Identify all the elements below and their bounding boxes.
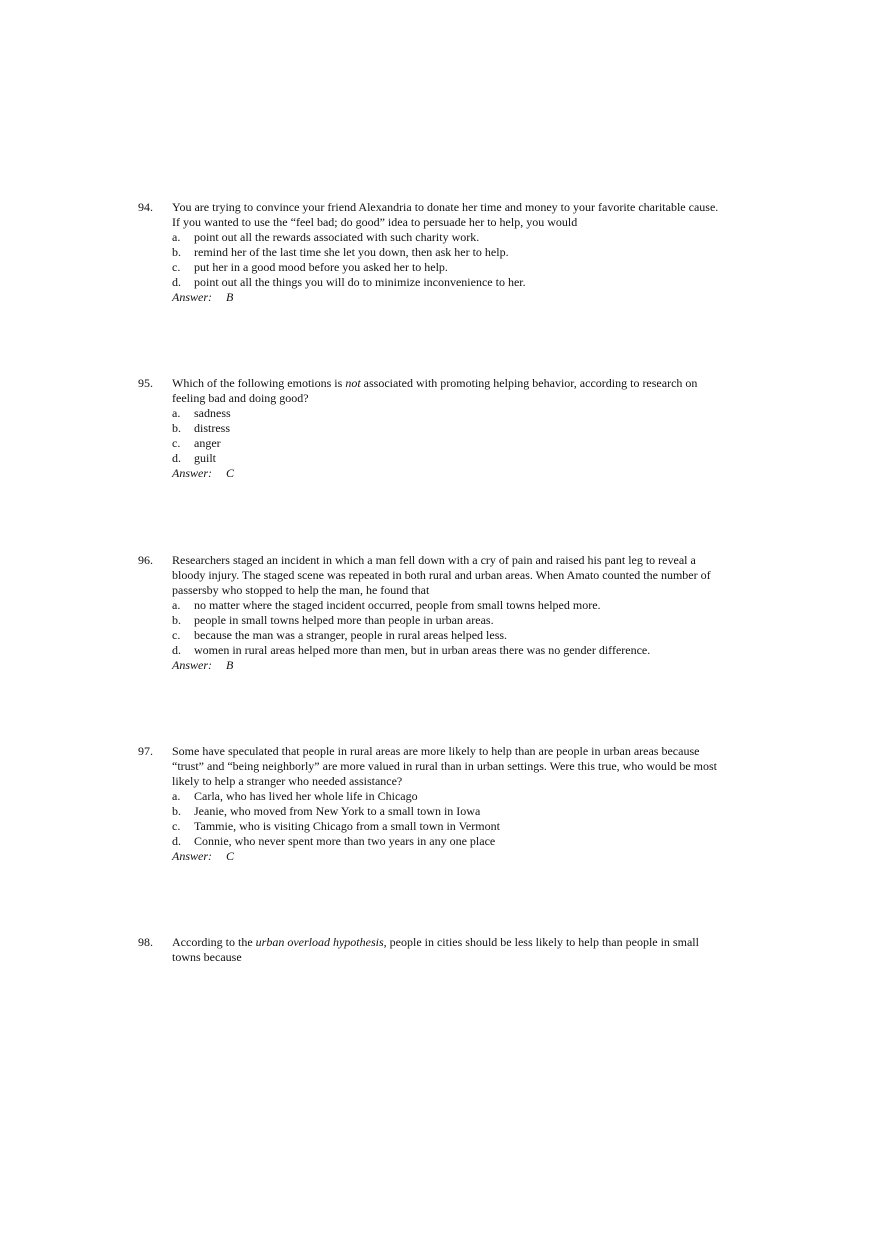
answer-label: Answer: bbox=[172, 658, 212, 672]
answer-line bbox=[172, 849, 748, 864]
option-d: d. guilt bbox=[172, 451, 217, 465]
option-b: b. people in small towns helped more than people in urban areas. bbox=[172, 613, 494, 627]
question-97 bbox=[138, 744, 748, 864]
question-stem-line: According to the urban overload hypothesis, people in cities should be less likely to help than people in small bbox=[172, 935, 699, 949]
option-a: a. point out all the rewards associated with such charity work. bbox=[172, 230, 480, 244]
question-stem-line: You are trying to convince your friend Alexandria to donate her time and money to your favorite charitable cause. bbox=[172, 200, 719, 214]
answer-line bbox=[172, 658, 748, 673]
question-stem-line: Some have speculated that people in rural areas are more likely to help than are people in urban areas because bbox=[172, 744, 700, 758]
answer-line bbox=[172, 290, 748, 305]
option-a: a. Carla, who has lived her whole life in Chicago bbox=[172, 789, 418, 803]
option-d: d. point out all the things you will do to minimize inconvenience to her. bbox=[172, 275, 526, 289]
option-d: d. Connie, who never spent more than two years in any one place bbox=[172, 834, 496, 848]
answer-label: Answer: bbox=[172, 849, 212, 863]
option-c: c. anger bbox=[172, 436, 221, 450]
question-number: 95. bbox=[138, 376, 153, 390]
answer-label: Answer: bbox=[172, 466, 212, 480]
question-stem-line: bloody injury. The staged scene was repeated in both rural and urban areas. When Amato counted the number of bbox=[172, 568, 711, 582]
question-stem-line: If you wanted to use the “feel bad; do good” idea to persuade her to help, you would bbox=[172, 215, 578, 229]
option-c: c. put her in a good mood before you asked her to help. bbox=[172, 260, 448, 274]
question-stem-line: towns because bbox=[172, 950, 242, 964]
option-a: a. sadness bbox=[172, 406, 231, 420]
option-a: a. no matter where the staged incident occurred, people from small towns helped more. bbox=[172, 598, 601, 612]
option-b: b. remind her of the last time she let you down, then ask her to help. bbox=[172, 245, 509, 259]
option-d: d. women in rural areas helped more than men, but in urban areas there was no gender difference. bbox=[172, 643, 651, 657]
question-98 bbox=[138, 935, 748, 965]
option-c: c. because the man was a stranger, people in rural areas helped less. bbox=[172, 628, 508, 642]
question-96 bbox=[138, 553, 748, 673]
answer-line bbox=[172, 466, 748, 481]
question-95 bbox=[138, 376, 748, 481]
question-stem-line: passersby who stopped to help the man, he found that bbox=[172, 583, 430, 597]
option-b: b. Jeanie, who moved from New York to a small town in Iowa bbox=[172, 804, 481, 818]
question-number: 97. bbox=[138, 744, 153, 758]
question-number: 94. bbox=[138, 200, 153, 214]
question-stem-line: Which of the following emotions is not associated with promoting helping behavior, according to research on bbox=[172, 376, 698, 390]
question-94 bbox=[138, 200, 748, 305]
question-stem-line: “trust” and “being neighborly” are more valued in rural than in urban settings. Were this true, who would be most bbox=[172, 759, 717, 773]
question-number: 98. bbox=[138, 935, 153, 949]
question-stem-line: Researchers staged an incident in which a man fell down with a cry of pain and raised his pant leg to reveal a bbox=[172, 553, 696, 567]
answer-value: C bbox=[226, 849, 235, 863]
option-b: b. distress bbox=[172, 421, 230, 435]
answer-value: C bbox=[226, 466, 235, 480]
option-c: c. Tammie, who is visiting Chicago from a small town in Vermont bbox=[172, 819, 500, 833]
question-stem-line: likely to help a stranger who needed assistance? bbox=[172, 774, 403, 788]
answer-value: B bbox=[226, 658, 234, 672]
answer-value: B bbox=[226, 290, 234, 304]
question-stem-line: feeling bad and doing good? bbox=[172, 391, 309, 405]
answer-label: Answer: bbox=[172, 290, 212, 304]
question-number: 96. bbox=[138, 553, 153, 567]
